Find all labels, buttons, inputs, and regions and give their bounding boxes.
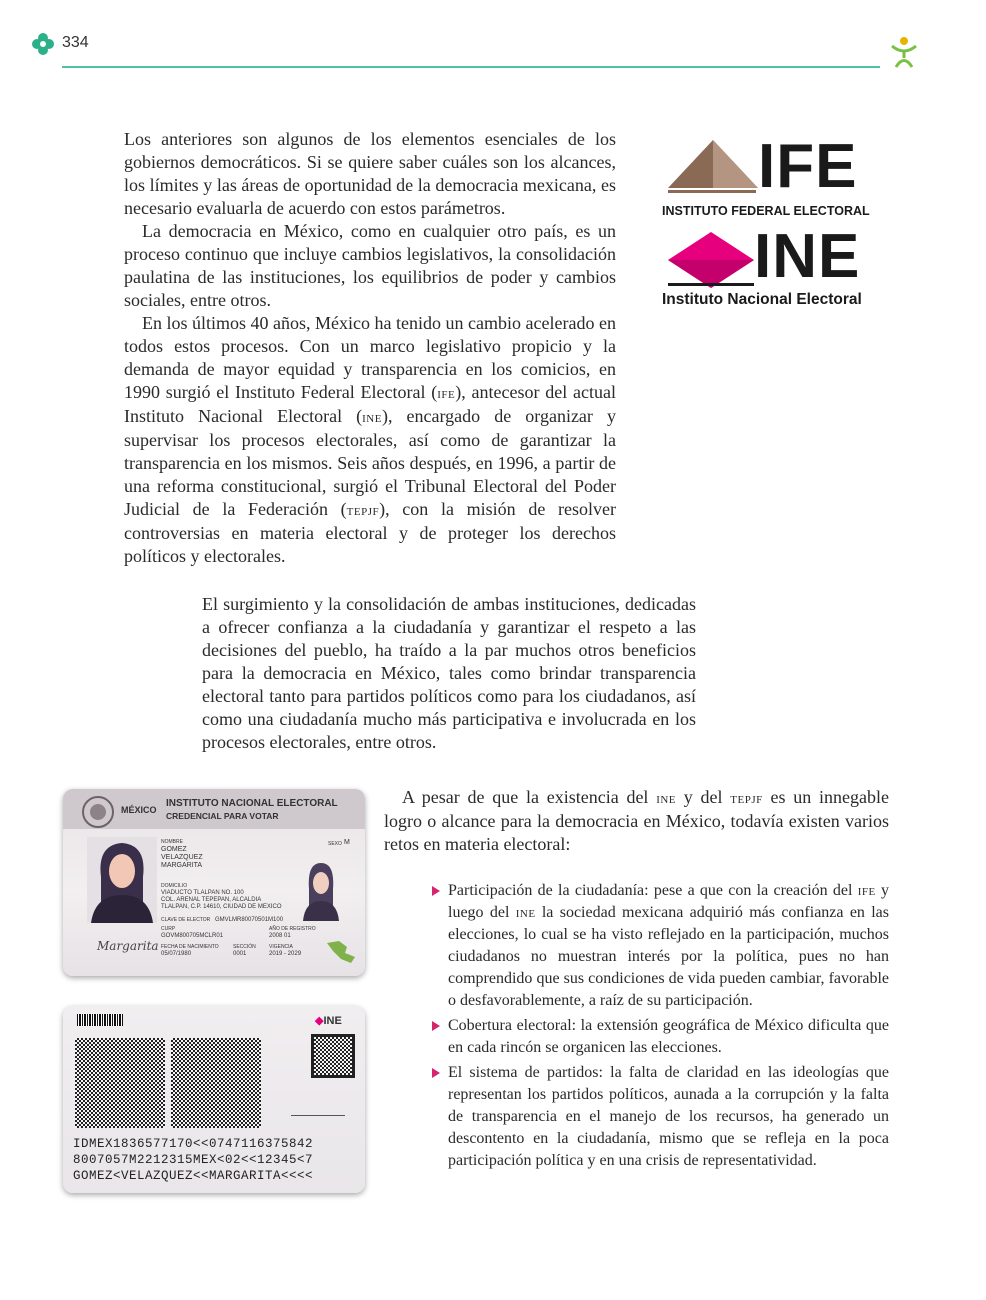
person-silhouette-icon [301, 859, 341, 921]
ife-logo-mark [668, 140, 758, 196]
elector-key-label: CLAVE DE ELECTOR [161, 917, 211, 923]
birth: 05/07/1980 [161, 951, 192, 957]
mrz-line-3: GOMEZ<VELAZQUEZ<<MARGARITA<<<< [73, 1169, 314, 1183]
registration: 2008 01 [269, 933, 291, 939]
name-label: NOMBRE [161, 839, 183, 845]
qr-code-left [75, 1038, 165, 1128]
address-line-2: COL. ARENAL TEPEPAN, ALCALDIA [161, 897, 262, 903]
ine-logo-mark [668, 232, 754, 288]
paragraph-challenges-intro: A pesar de que la existencia del ine y del tepjf es un innegable logro o alcance para la democracia en México, todavía existen varios retos en materia electoral: [384, 787, 889, 854]
sex-value: M [344, 839, 350, 846]
signature: Margarita [97, 939, 159, 953]
birth-label: FECHA DE NACIMIENTO [161, 944, 219, 950]
mrz-line-2: 8007057M2212315MEX<02<<12345<7 [73, 1153, 314, 1167]
page-header [0, 0, 986, 80]
list-item: Cobertura electoral: la extensión geográfica de México dificulta que en cada rincón se organicen las elecciones. [432, 1015, 889, 1059]
header-rule [62, 66, 880, 68]
voter-card-back [63, 1006, 365, 1193]
ine-logo-label: Instituto Nacional Electoral [662, 291, 862, 308]
paragraph-elements: Los anteriores son algunos de los elementos esenciales de los gobiernos democráticos. Si se quiere saber cuáles son los alcances, los límites y las áreas de oportunidad de la democracia mexicana, es necesario evaluarla de acuerdo con estos parámetros. [124, 129, 616, 218]
challenges-list [432, 880, 889, 1175]
paragraph-continuous-process: La democracia en México, como en cualquier otro país, es un proceso continuo que incluye cambios legislativos, la consolidación paulatina de las instituciones, los equilibrios de poder y cambios sociales, entre otros. [124, 221, 616, 310]
bullet-arrow-icon [432, 1021, 440, 1031]
name-line-3: MARGARITA [161, 862, 203, 869]
section-label: SECCIÓN [233, 944, 256, 950]
bullet-arrow-icon [432, 886, 440, 896]
holder-photo [87, 837, 157, 923]
name-line-1: GOMEZ [161, 846, 187, 853]
signature-stamp [291, 1100, 345, 1116]
address-label: DOMICILIO [161, 883, 188, 889]
validity-label: VIGENCIA [269, 944, 293, 950]
barcode [77, 1014, 123, 1026]
qr-code-small [311, 1034, 355, 1078]
ife-logo-label: INSTITUTO FEDERAL ELECTORAL [662, 204, 870, 218]
person-silhouette-icon [87, 837, 157, 923]
curp: GOVM800705MCLR01 [161, 933, 224, 939]
card-country: MÉXICO [121, 805, 157, 815]
page-number: 334 [62, 34, 89, 51]
mexico-map-icon [325, 939, 357, 965]
elector-key: GMVLMR80070501M100 [215, 917, 284, 923]
bullet-arrow-icon [432, 1068, 440, 1078]
address-line-3: TLALPAN, C.P. 14610, CIUDAD DE MEXICO [161, 904, 282, 910]
qr-code-center [171, 1038, 261, 1128]
paragraph-history: En los últimos 40 años, México ha tenido un cambio acelerado en todos estos procesos. Con un marco legislativo propicio y la demanda de mayor equidad y transparencia en los comicios, en 1990 surgió el Instituto Federal Electoral (ife), antecesor del actual Instituto Nacional Electoral (ine), encargado de organizar y supervisar los procesos electorales, así como de garantizar la transparencia en los mismos. Seis años después, en 1996, a partir de una reforma constitucional, surgió el Tribunal Electoral del Poder Judicial de la Federación (tepjf), con la misión de resolver controversias en materia electoral y de proteger los derechos políticos y electorales. [124, 313, 616, 566]
list-item: Participación de la ciudadanía: pese a que con la creación del ife y luego del ine la sociedad mexicana adquirió más confianza en las elecciones, lo cual se ha visto reflejado en la participación, muchos ciudadanos no muestran interés por la política, pues no han comprendido que sus condiciones de vida pueden cambiar, favorable o desfavorablemente, a raíz de su participación. [432, 880, 889, 1012]
address-line-1: VIADUCTO TLALPAN NO. 100 [161, 890, 244, 896]
ine-small-logo: ◆INE [315, 1015, 342, 1027]
name-line-2: VELAZQUEZ [161, 854, 203, 861]
ghost-photo [301, 859, 341, 921]
sex-label: SEXO [328, 841, 342, 847]
national-seal-icon [81, 795, 115, 829]
paragraph-benefits: El surgimiento y la consolidación de ambas instituciones, dedicadas a ofrecer confianza a la ciudadanía y garantizar el respeto a las decisiones del pueblo, ha traído a la par muchos otros beneficios para la democracia en México, tales como brindar transparencia electoral tanto para partidos políticos como para los ciudadanos, así como una ciudadanía mucho más participativa e involucrada en los procesos electorales, entre otros. [202, 594, 696, 752]
validity: 2019 - 2029 [269, 951, 302, 957]
list-item: El sistema de partidos: la falta de claridad en las ideologías que representan los partidos políticos, aunada a la corrupción y la falta de transparencia en el manejo de los recursos, ha generado un descontento en la ciudadanía, mismo que se refleja en la poca participación política y en una crisis de representatividad. [432, 1062, 889, 1172]
card-institute: INSTITUTO NACIONAL ELECTORAL [166, 798, 338, 809]
body-text-block [124, 128, 616, 568]
mrz-line-1: IDMEX1836577170<<0747116375842 [73, 1137, 314, 1151]
section: 0001 [233, 951, 247, 957]
registration-label: AÑO DE REGISTRO [269, 926, 316, 932]
clover-icon [30, 31, 56, 57]
curp-label: CURP [161, 926, 176, 932]
ife-logo-text: IFE [758, 132, 858, 201]
card-type: CREDENCIAL PARA VOTAR [166, 811, 279, 821]
institution-logos [660, 132, 914, 310]
person-figure-icon [886, 34, 922, 70]
voter-card-front [63, 789, 365, 976]
ine-logo-text: INE [754, 222, 861, 291]
